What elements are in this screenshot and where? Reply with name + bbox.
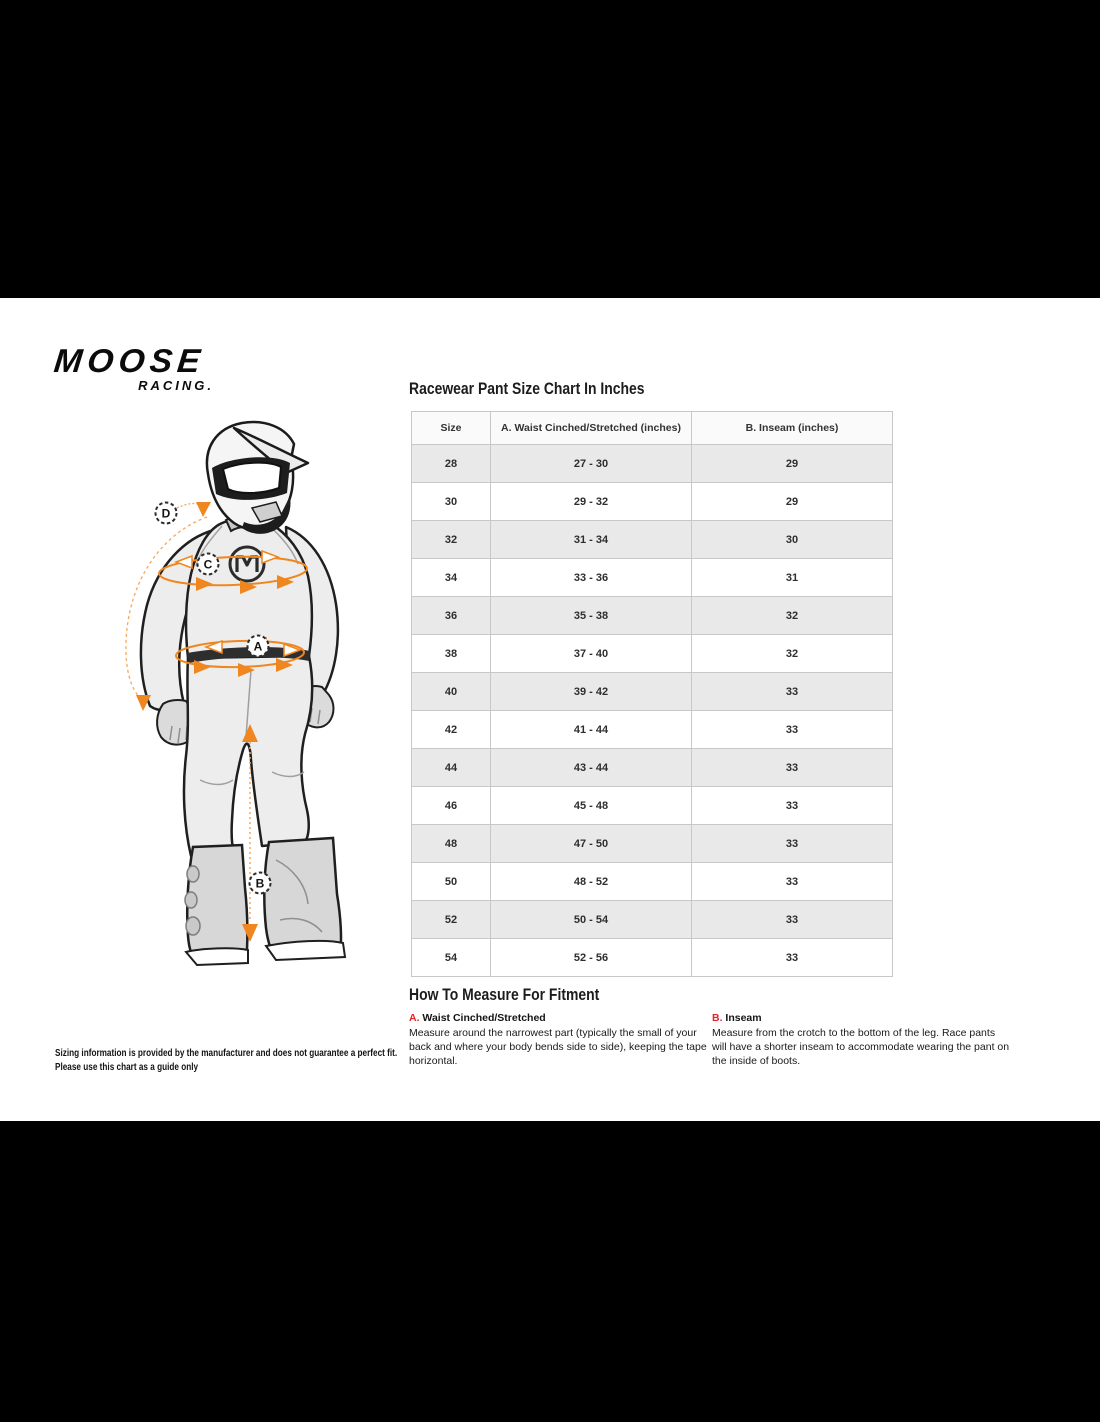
racing-wordmark: RACING. (138, 378, 214, 393)
waist-cell: 33 - 36 (491, 559, 692, 597)
inseam-cell: 33 (692, 711, 893, 749)
size-cell: 28 (412, 445, 491, 483)
waist-instruction (409, 1012, 709, 1068)
size-cell: 52 (412, 901, 491, 939)
column-header-inseam: B. Inseam (inches) (692, 412, 893, 445)
waist-instruction-label (409, 1012, 709, 1024)
label-letter-a: A (253, 639, 263, 654)
waist-instruction-text: Measure around the narrowest part (typically the small of your back and where your body bends side to side), keeping the tape horizontal. (409, 1027, 707, 1067)
disclaimer (55, 1047, 397, 1075)
inseam-cell: 33 (692, 673, 893, 711)
label-circle-sleeve (156, 503, 177, 524)
waist-label-text: Waist Cinched/Stretched (422, 1012, 546, 1024)
waist-cell: 31 - 34 (491, 521, 692, 559)
inseam-cell: 33 (692, 939, 893, 977)
shoulder-arrow (196, 502, 211, 517)
table-row (412, 483, 893, 521)
left-boot-buckle-1 (187, 866, 199, 882)
inseam-cell: 31 (692, 559, 893, 597)
column-header-waist: A. Waist Cinched/Stretched (inches) (491, 412, 692, 445)
label-letter-b: B (255, 876, 265, 891)
table-row (412, 711, 893, 749)
moose-wordmark: MOOSE (52, 342, 208, 379)
size-cell: 44 (412, 749, 491, 787)
table-row (412, 597, 893, 635)
brand-logo (52, 342, 216, 393)
size-cell: 40 (412, 673, 491, 711)
size-cell: 48 (412, 825, 491, 863)
label-letter-c: C (203, 557, 213, 572)
left-boot-sole (186, 948, 248, 965)
waist-cell: 35 - 38 (491, 597, 692, 635)
inseam-instruction-label (712, 1012, 1012, 1024)
inseam-cell: 30 (692, 521, 893, 559)
table-row (412, 559, 893, 597)
table-row (412, 445, 893, 483)
left-boot-buckle-2 (185, 892, 197, 908)
label-letter-d: D (161, 506, 171, 521)
inseam-cell: 33 (692, 825, 893, 863)
right-boot (264, 838, 341, 958)
top-letterbox-bar (0, 0, 1100, 298)
waist-cell: 27 - 30 (491, 445, 692, 483)
bottom-letterbox-bar (0, 1121, 1100, 1422)
table-row (412, 863, 893, 901)
size-cell: 54 (412, 939, 491, 977)
waist-cell: 47 - 50 (491, 825, 692, 863)
table-row (412, 521, 893, 559)
table-row (412, 635, 893, 673)
table-row (412, 901, 893, 939)
size-cell: 50 (412, 863, 491, 901)
waist-cell: 52 - 56 (491, 939, 692, 977)
waist-cell: 48 - 52 (491, 863, 692, 901)
inseam-cell: 33 (692, 901, 893, 939)
disclaimer-line-2: Please use this chart as a guide only (55, 1062, 199, 1073)
size-cell: 46 (412, 787, 491, 825)
inseam-cell: 33 (692, 787, 893, 825)
inseam-instruction (712, 1012, 1012, 1068)
waist-cell: 45 - 48 (491, 787, 692, 825)
table-row (412, 787, 893, 825)
pants (184, 656, 312, 856)
table-row (412, 749, 893, 787)
inseam-cell: 32 (692, 635, 893, 673)
size-cell: 32 (412, 521, 491, 559)
waist-label-prefix: A. (409, 1012, 420, 1024)
rider-measurement-figure (110, 410, 420, 990)
inseam-label-text: Inseam (725, 1012, 762, 1024)
size-cell: 38 (412, 635, 491, 673)
waist-cell: 43 - 44 (491, 749, 692, 787)
label-circle-waist (248, 636, 269, 657)
size-chart-table (411, 411, 893, 977)
table-row (412, 939, 893, 977)
waist-cell: 37 - 40 (491, 635, 692, 673)
inseam-instruction-text: Measure from the crotch to the bottom of the leg. Race pants will have a shorter inseam to accommodate wearing the pant on the inside of boots. (712, 1027, 1010, 1067)
label-circle-chest (198, 554, 219, 575)
waist-cell: 29 - 32 (491, 483, 692, 521)
table-row (412, 825, 893, 863)
size-cell: 36 (412, 597, 491, 635)
size-cell: 42 (412, 711, 491, 749)
column-header-size: Size (412, 412, 491, 445)
inseam-cell: 29 (692, 483, 893, 521)
size-chart-title: Racewear Pant Size Chart In Inches (409, 379, 645, 398)
table-header-row (412, 412, 893, 445)
left-boot-buckle-3 (186, 917, 200, 935)
table-row (412, 673, 893, 711)
how-to-measure-title: How To Measure For Fitment (409, 985, 600, 1004)
inseam-cell: 33 (692, 863, 893, 901)
goggle-lens (223, 463, 281, 493)
waist-cell: 50 - 54 (491, 901, 692, 939)
right-boot-sole (266, 941, 345, 960)
disclaimer-line-1: Sizing information is provided by the manufacturer and does not guarantee a perfect fit. (55, 1048, 398, 1059)
inseam-cell: 29 (692, 445, 893, 483)
waist-cell: 41 - 44 (491, 711, 692, 749)
size-cell: 34 (412, 559, 491, 597)
size-cell: 30 (412, 483, 491, 521)
inseam-label-prefix: B. (712, 1012, 723, 1024)
inseam-cell: 32 (692, 597, 893, 635)
label-circle-inseam (250, 873, 271, 894)
waist-cell: 39 - 42 (491, 673, 692, 711)
inseam-cell: 33 (692, 749, 893, 787)
